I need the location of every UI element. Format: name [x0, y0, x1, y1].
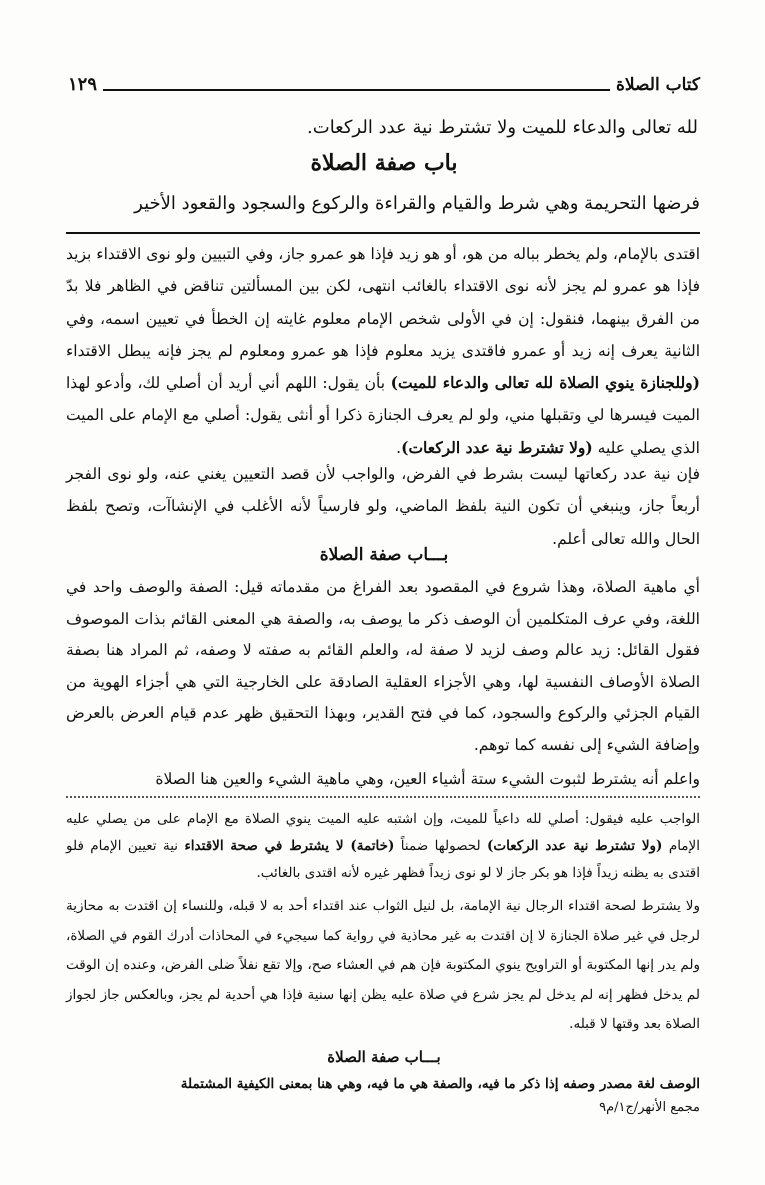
hashiya-paragraph-1 — [66, 806, 700, 887]
p1-text-b: بأن يقول: اللهم أني أريد أن أصلي لك، وأدعو لهذا الميت فيسرها لي وتقبلها مني، ولو لم يعرف الجنازة ذكرا أو أنثى يقول: أصلي مع الإمام على الميت الذي يصلي عليه — [66, 374, 700, 457]
page-number: ١٢٩ — [68, 74, 98, 95]
p5-text-a: الواجب عليه فيقول: أصلي لله داعياً للميت، وإن اشتبه عليه الميت ينوي الصلاة مع الإمام على من يصلي عليه الإمام — [66, 811, 700, 854]
sharh-paragraph-3: أي ماهية الصلاة، وهذا شروع في المقصود بعد الفراغ من مقدماته قيل: الصفة والوصف واحد في اللغة، وفي عرف المتكلمين أن الوصف ذكر ما يوصف به، والصفة هي المعنى القائم بذات الموصوف فقول القائل: زيد عالم وصف لزيد لا صفة له، والعلم القائم به صفته لا وصفه، ثم المراد هنا بصفة الصلاة الأوصاف النفسية لها، وهي الأجزاء العقلية الصادقة على الخارجية التي هي أجزاء الهوية من القيام الجزئي والركوع والسجود، كما في فتح القدير، وبهذا التحقيق ظهر عدم قيام العرض بالعرض وإضافة الشيء إلى نفسه كما توهم. — [66, 578, 700, 754]
footnote-heading: بـــاب صفة الصلاة — [327, 1048, 441, 1066]
header-rule — [103, 89, 610, 91]
p1-bold-b: (ولا تشترط نية عدد الركعات) — [401, 437, 593, 457]
hashiya-paragraph-3: الوصف لغة مصدر وصفه إذا ذكر ما فيه، والصفة هي ما فيه، وهي هنا بمعنى الكيفية المشتملة — [180, 1076, 700, 1092]
p1-text-a: اقتدى بالإمام، ولم يخطر بباله من هو، أو هو زيد فإذا هو عمرو جاز، وفي التبيين ولو نوى الاقتداء بزيد فإذا هو عمرو لم يجز لأنه نوى الاقتداء بالغائب انتهى، لكن بين المسألتين تناقض في الظاهر فلا بدّ من الفرق بينهما، فنقول: إن في الأولى شخص الإمام معلوم غايته إن الخطأ في تعيين اسمه، وفي الثانية يعرف إنه زيد أو عمرو فاقتدى يزيد معلوم فإذا هو عمرو ومعلوم لم يجز فإنه يبطل الاقتداء — [66, 245, 700, 360]
p5-text-c: نية تعيين الإمام فلو اقتدى به يظنه زيداً فإذا هو بكر جاز لا لو نوى زيداً فظهر غيره لأنه اقتدى بالغائب. — [66, 838, 700, 881]
matn-divider — [66, 232, 700, 234]
chapter-heading: باب صفة الصلاة — [310, 150, 458, 176]
p5-bold-a: (ولا تشترط نية عدد الركعات) — [487, 838, 663, 854]
hashiya-paragraph-2: ولا يشترط لصحة اقتداء الرجال نية الإمامة، بل لنيل الثواب عند اقتداء أحد به لا قبله، وللنساء إن اقتدت به محازية لرجل في غير صلاة الجنازة لا إن اقتدت به غير محاذية في رواية كما سيجيء في المحاذات أدرك القوم في الصلاة، ولم يدر إنها المكتوبة أو التراويح ينوي المكتوبة فإن هم في العشاء صح، وإلا تقع نفلاً ضلى الفرض، وعنده إن الوقت لم يدخل فظهر إنه لم يدخل لم يجز شرع في صلاة عليه يظن إنها سنية فإذا هي أحدية لم يجز، وبالعكس جاز لجواز الصلاة بعد وقتها لا قبله. — [66, 898, 700, 1032]
sharh-paragraph-1 — [66, 238, 700, 464]
dotted-divider — [66, 796, 700, 798]
p5-text-b: لحصولها ضمناً — [394, 838, 488, 854]
matn-line-2: فرضها التحريمة وهي شرط والقيام والقراءة والركوع والسجود والقعود الأخير — [134, 193, 700, 214]
matn-line-1: لله تعالى والدعاء للميت ولا تشترط نية عدد الركعات. — [307, 117, 698, 138]
section-heading: بـــاب صفة الصلاة — [319, 545, 449, 565]
running-header — [68, 62, 700, 96]
sharh-paragraph-2: فإن نية عدد ركعاتها ليست بشرط في الفرض، والواجب لأن قصد التعيين يغني عنه، ولو نوى الفجر أربعاً جاز، وينبغي أن تكون النية بلفظ الماضي، ولو فارسياً لأنه الأغلب في الإنشاآت، وتصح بلفظ الحال والله تعالى أعلم. — [66, 465, 700, 548]
p1-bold-a: (وللجنازة ينوي الصلاة لله تعالى والدعاء للميت) — [390, 373, 700, 393]
sharh-paragraph-4: واعلم أنه يشترط لثبوت الشيء ستة أشياء العين، وهي ماهية الشيء والعين هنا الصلاة — [155, 770, 700, 788]
p5-bold-c: لا يشترط في صحة الاقتداء — [184, 838, 351, 854]
p5-bold-b: (خاتمة) — [350, 838, 395, 854]
book-title: كتاب الصلاة — [615, 75, 700, 95]
signature-mark: مجمع الأنهر/ج١/م٩ — [599, 1100, 700, 1115]
p1-end: . — [396, 438, 402, 457]
